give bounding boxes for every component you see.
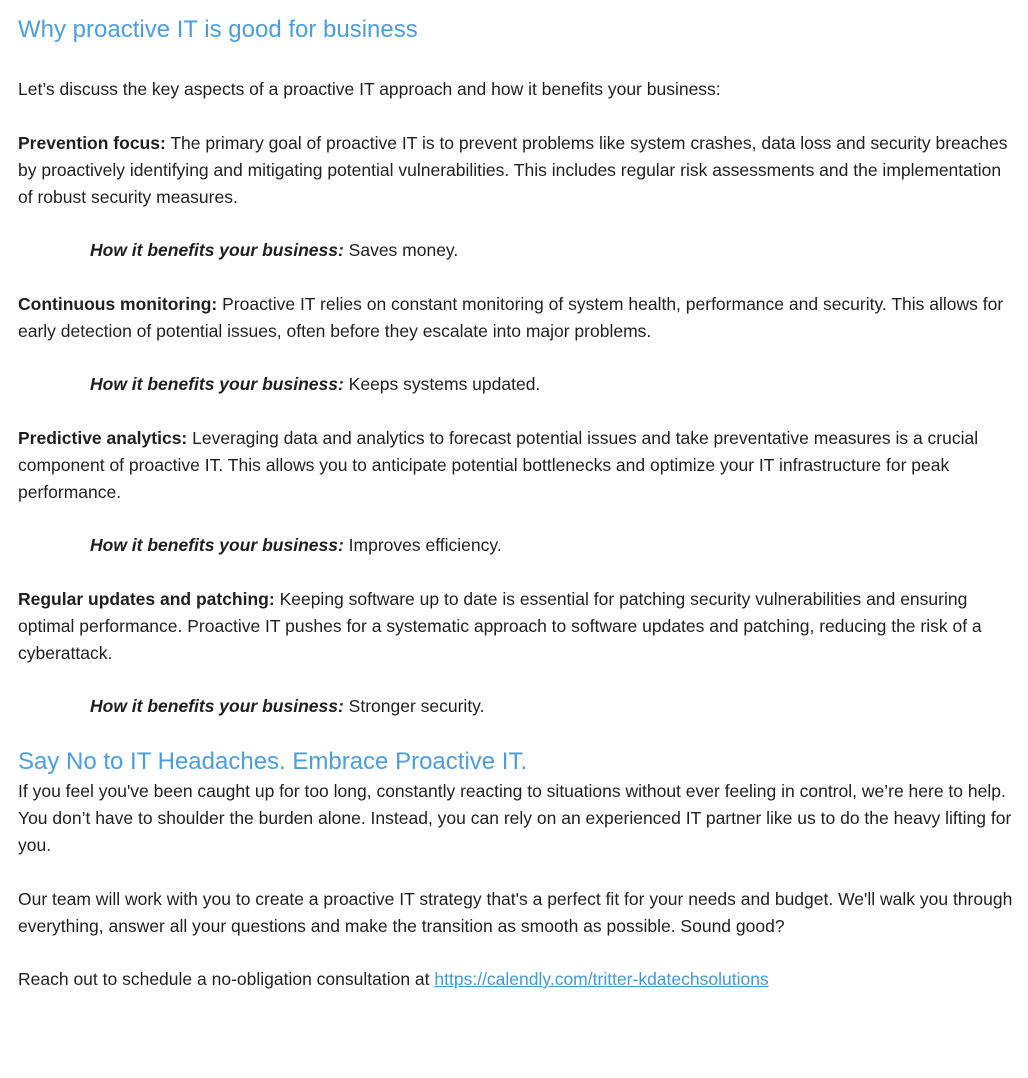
predictive-analytics-paragraph <box>18 425 1014 506</box>
term-continuous-monitoring: Continuous monitoring: <box>18 294 218 314</box>
term-regular-updates: Regular updates and patching: <box>18 589 275 609</box>
benefit-continuous-monitoring <box>18 371 1014 398</box>
benefit-value: Stronger security. <box>343 696 485 716</box>
benefit-regular-updates <box>18 693 1014 720</box>
benefit-value: Saves money. <box>343 240 459 260</box>
benefit-label: How it benefits your business: <box>90 374 344 394</box>
continuous-monitoring-paragraph <box>18 291 1014 345</box>
benefit-label: How it benefits your business: <box>90 240 344 260</box>
consultation-paragraph <box>18 966 1014 993</box>
consultation-text: Reach out to schedule a no-obligation consultation at <box>18 969 435 989</box>
benefit-value: Improves efficiency. <box>343 535 502 555</box>
benefit-label: How it benefits your business: <box>90 535 344 555</box>
document-body <box>18 14 1014 993</box>
term-predictive-analytics: Predictive analytics: <box>18 428 188 448</box>
text-regular-updates: Keeping software up to date is essential for patching security vulnerabilities and ensuring optimal performance. Proactive IT pushes for a systematic approach to software updates and patching, reducing the risk of a cyberattack. <box>18 589 982 663</box>
help-paragraph: If you feel you've been caught up for too long, constantly reacting to situations without ever feeling in control, we’re here to help. You don’t have to shoulder the burden alone. Instead, you can rely on an experienced IT partner like us to do the heavy lifting for you. <box>18 781 1012 855</box>
benefit-label: How it benefits your business: <box>90 696 344 716</box>
prevention-focus-paragraph <box>18 130 1014 211</box>
section-heading-why-proactive: Why proactive IT is good for business <box>18 16 418 43</box>
benefit-value: Keeps systems updated. <box>343 374 541 394</box>
text-predictive-analytics: Leveraging data and analytics to forecast potential issues and take preventative measures is a crucial component of proactive IT. This allows you to anticipate potential bottlenecks and optimize your IT infrastructure for peak performance. <box>18 428 979 502</box>
intro-paragraph: Let’s discuss the key aspects of a proactive IT approach and how it benefits your business: <box>18 79 721 99</box>
benefit-prevention-focus <box>18 237 1014 264</box>
strategy-paragraph: Our team will work with you to create a proactive IT strategy that's a perfect fit for your needs and budget. We'll walk you through everything, answer all your questions and make the transition as smooth as possible. Sound good? <box>18 889 1013 936</box>
text-prevention-focus: The primary goal of proactive IT is to prevent problems like system crashes, data loss and security breaches by proactively identifying and mitigating potential vulnerabilities. This includes regular risk assessments and the implementation of robust security measures. <box>18 133 1008 207</box>
calendly-link[interactable]: https://calendly.com/tritter-kdatechsolutions <box>434 969 769 989</box>
text-continuous-monitoring: Proactive IT relies on constant monitoring of system health, performance and security. This allows for early detection of potential issues, often before they escalate into major problems. <box>18 294 1004 341</box>
term-prevention-focus: Prevention focus: <box>18 133 166 153</box>
regular-updates-paragraph <box>18 586 1014 667</box>
benefit-predictive-analytics <box>18 532 1014 559</box>
section-heading-say-no: Say No to IT Headaches. Embrace Proactive IT. <box>18 748 528 775</box>
